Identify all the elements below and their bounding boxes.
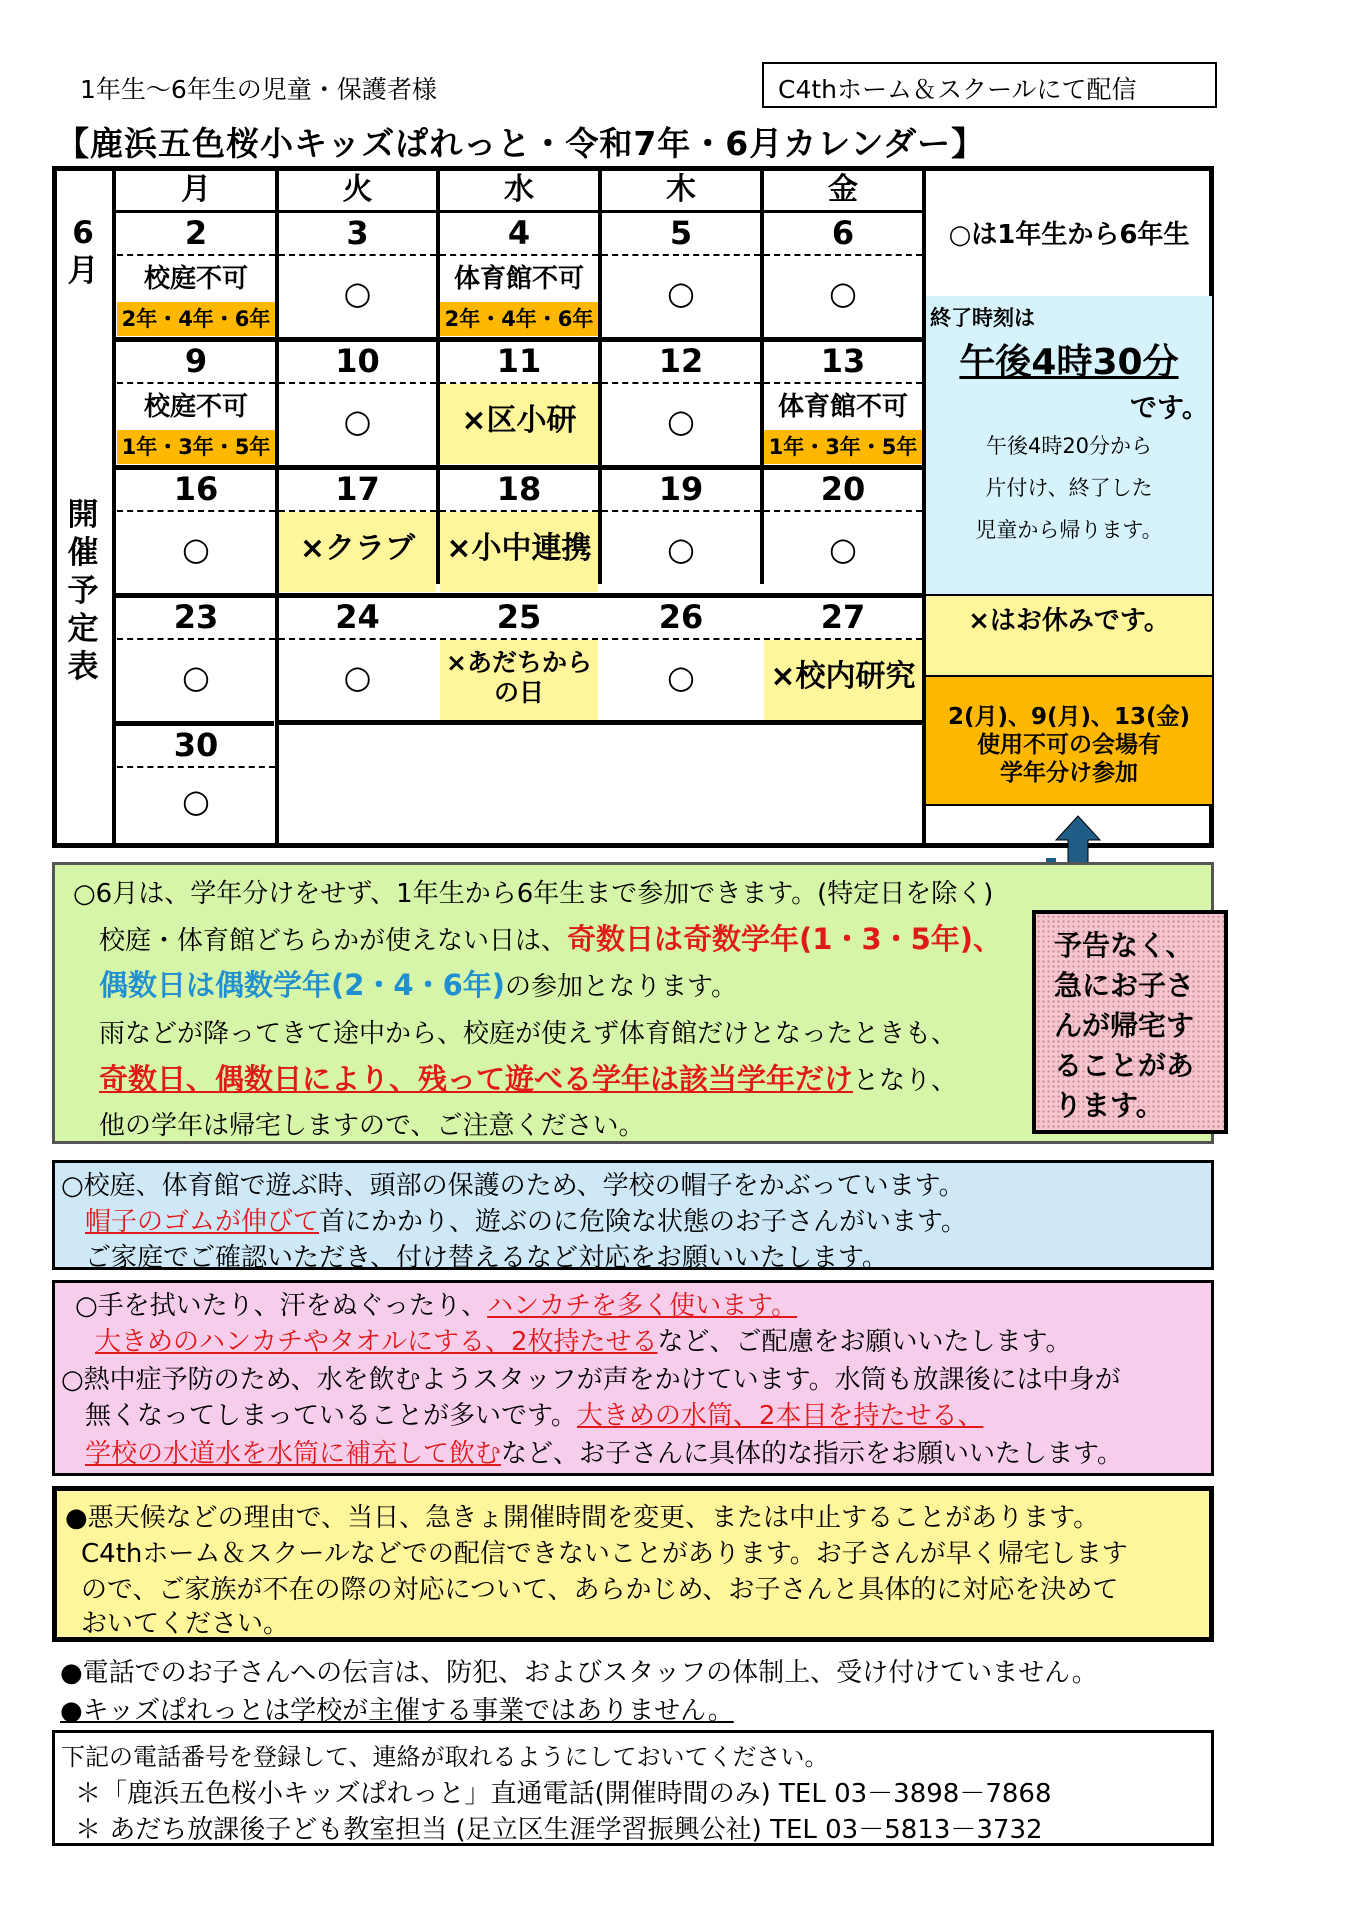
month-label: 6 月 <box>67 215 99 289</box>
notice-line: C4thホーム＆スクールなどでの配信できないことがあります。お子さんが早く帰宅します <box>81 1539 1128 1569</box>
day-divider <box>117 766 275 768</box>
open-mark-icon: ○ <box>182 782 210 820</box>
day-note: ×あだちから の日 <box>446 648 592 707</box>
page-title: 【鹿浜五色桜小キッズぱれっと・令和7年・6月カレンダー】 <box>56 124 986 163</box>
grade-tag: 2年・4年・6年 <box>117 302 275 336</box>
notice-hat <box>52 1160 1214 1273</box>
grid-line <box>924 804 1214 806</box>
day-divider <box>117 254 275 256</box>
notice-line: 大きめのハンカチやタオルにする、2枚持たせるなど、ご配慮をお願いいたします。 <box>95 1327 1072 1357</box>
open-mark-icon: ○ <box>667 530 695 568</box>
notice-line: 校庭・体育館どちらかが使えない日は、奇数日は奇数学年(1・3・5年)、 <box>99 922 1003 956</box>
day-divider <box>764 382 922 384</box>
day-divider <box>602 638 760 640</box>
day-divider <box>440 382 598 384</box>
day-number: 13 <box>820 342 866 380</box>
day-number: 20 <box>820 470 866 508</box>
notice-line: ●悪天候などの理由で、当日、急きょ開催時間を変更、または中止することがあります。 <box>65 1503 1100 1533</box>
notice-line: 他の学年は帰宅しますので、ご注意ください。 <box>99 1111 645 1141</box>
legend-cleanup: 児童から帰ります。 <box>975 518 1163 542</box>
legend-split: 使用不可の会場有 <box>977 732 1161 758</box>
notice-towel-water <box>52 1280 1214 1476</box>
delivery-box: C4thホーム＆スクールにて配信 <box>762 62 1217 108</box>
day-number: 25 <box>496 598 542 636</box>
notice-line: 帽子のゴムが伸びて首にかかり、遊ぶのに危険な状態のお子さんがいます。 <box>85 1207 967 1237</box>
day-note: 体育館不可 <box>453 264 584 294</box>
day-number: 10 <box>335 342 380 380</box>
notice-line: ○熱中症予防のため、水を飲むようスタッフが声をかけています。水筒も放課後には中身が <box>61 1365 1121 1395</box>
day-number: 26 <box>658 598 704 636</box>
day-divider <box>440 638 598 640</box>
open-mark-icon: ○ <box>182 658 210 696</box>
day-number: 5 <box>669 214 693 252</box>
notice-line: おいてください。 <box>81 1609 290 1639</box>
legend-end-time-label: 終了時刻は <box>930 306 1035 330</box>
day-number: 17 <box>335 470 380 508</box>
day-number: 6 <box>831 214 855 252</box>
open-mark-icon: ○ <box>667 274 695 312</box>
notice-line: 奇数日、偶数日により、残って遊べる学年は該当学年だけとなり、 <box>99 1062 958 1096</box>
contact-line: ＊「鹿浜五色桜小キッズぱれっと」直通電話(開催時間のみ) TEL 03－3898－7868 <box>75 1779 1052 1809</box>
contact-intro: 下記の電話番号を登録して、連絡が取れるようにしておいてください。 <box>61 1743 829 1771</box>
open-mark-icon: ○ <box>667 658 695 696</box>
grid-line <box>112 166 116 848</box>
weekday-header: 木 <box>666 172 696 207</box>
legend-end-time: 午後4時30分 <box>959 342 1179 383</box>
grid-line <box>924 675 1214 677</box>
day-divider <box>764 510 922 512</box>
weekday-header: 金 <box>828 172 858 207</box>
day-number: 12 <box>658 342 704 380</box>
day-number: 30 <box>173 726 219 764</box>
legend-split: 学年分け参加 <box>1000 760 1138 786</box>
notice-line: 無くなってしまっていることが多いです。大きめの水筒、2本目を持たせる、 <box>85 1401 984 1431</box>
day-note: ×校内研究 <box>770 659 916 694</box>
day-divider <box>602 510 760 512</box>
grid-line <box>277 720 924 725</box>
day-number: 23 <box>173 598 219 636</box>
grade-tag: 1年・3年・5年 <box>764 430 922 464</box>
grade-tag: 1年・3年・5年 <box>117 430 275 464</box>
footer-note: ●キッズぱれっとは学校が主催する事業ではありません。 <box>60 1696 734 1726</box>
notice-weather <box>52 1486 1214 1642</box>
legend-circle-note: ○は1年生から6年生 <box>948 220 1190 250</box>
contact-box <box>52 1730 1214 1846</box>
notice-line: ご家庭でご確認いただき、付け替えるなど対応をお願いいたします。 <box>85 1243 888 1273</box>
legend-end-time-suffix: です。 <box>1130 393 1209 424</box>
day-note: ×区小研 <box>461 403 577 438</box>
day-divider <box>440 254 598 256</box>
day-note: 体育館不可 <box>777 392 908 422</box>
day-number: 9 <box>184 342 208 380</box>
notice-line: ので、ご家族が不在の際の対応について、あらかじめ、お子さんと具体的に対応を決めて <box>81 1575 1119 1605</box>
day-number: 3 <box>346 214 369 252</box>
open-mark-icon: ○ <box>829 274 857 312</box>
day-divider <box>117 382 275 384</box>
open-mark-icon: ○ <box>343 658 372 696</box>
legend-closed-note: ×はお休みです。 <box>968 606 1170 636</box>
open-mark-icon: ○ <box>182 530 210 568</box>
day-number: 4 <box>507 214 531 252</box>
day-note: 校庭不可 <box>143 264 248 294</box>
notice-line: ○6月は、学年分けをせず、1年生から6年生まで参加できます。(特定日を除く) <box>73 879 994 909</box>
open-mark-icon: ○ <box>829 530 857 568</box>
notice-line: 学校の水道水を水筒に補充して飲むなど、お子さんに具体的な指示をお願いいたします。 <box>85 1439 1123 1469</box>
weekday-header: 火 <box>342 172 373 207</box>
contact-line: ＊ あだち放課後子ども教室担当 (足立区生涯学習振興公社) TEL 03－5813－3732 <box>75 1815 1043 1845</box>
footer-note: ●電話でのお子さんへの伝言は、防犯、およびスタッフの体制上、受け付けていません。 <box>60 1658 1098 1688</box>
day-number: 11 <box>496 342 542 380</box>
weekday-header: 月 <box>181 172 211 207</box>
day-note: ×クラブ <box>299 531 416 566</box>
open-mark-icon: ○ <box>343 402 372 440</box>
open-mark-icon: ○ <box>667 402 695 440</box>
day-note: 校庭不可 <box>143 392 248 422</box>
day-divider <box>279 254 436 256</box>
legend-cleanup: 片付け、終了した <box>985 476 1153 500</box>
day-divider <box>279 638 436 640</box>
day-number: 18 <box>496 470 542 508</box>
open-mark-icon: ○ <box>343 274 372 312</box>
day-number: 2 <box>184 214 208 252</box>
notice-line: ○校庭、体育館で遊ぶ時、頭部の保護のため、学校の帽子をかぶっています。 <box>61 1171 965 1201</box>
grid-line <box>275 720 279 848</box>
schedule-label: 開 催 予 定 表 <box>67 497 99 685</box>
day-divider <box>602 254 760 256</box>
legend-cleanup: 午後4時20分から <box>985 434 1153 458</box>
grade-tag: 2年・4年・6年 <box>440 302 598 336</box>
day-divider <box>117 638 275 640</box>
warning-box: 予告なく、 急にお子さ んが帰宅す ることがあ ります。 <box>1032 910 1228 1134</box>
day-divider <box>602 382 760 384</box>
day-number: 19 <box>658 470 704 508</box>
grid-line <box>924 594 1214 596</box>
day-divider <box>764 254 922 256</box>
day-note: ×小中連携 <box>446 531 592 566</box>
day-divider <box>279 510 436 512</box>
day-divider <box>117 510 275 512</box>
day-number: 16 <box>173 470 219 508</box>
day-divider <box>440 510 598 512</box>
day-number: 27 <box>820 598 866 636</box>
day-number: 24 <box>335 598 380 636</box>
notice-line: 雨などが降ってきて途中から、校庭が使えず体育館だけとなったときも、 <box>99 1019 958 1049</box>
legend-split: 2(月)、9(月)、13(金) <box>947 704 1191 730</box>
day-divider <box>279 382 436 384</box>
notice-line: 偶数日は偶数学年(2・4・6年)の参加となります。 <box>99 968 737 1002</box>
notice-line: ○手を拭いたり、汗をぬぐったり、ハンカチを多く使います。 <box>75 1291 798 1321</box>
day-divider <box>764 638 922 640</box>
weekday-header: 水 <box>504 172 534 207</box>
audience-text: 1年生～6年生の児童・保護者様 <box>80 75 437 104</box>
